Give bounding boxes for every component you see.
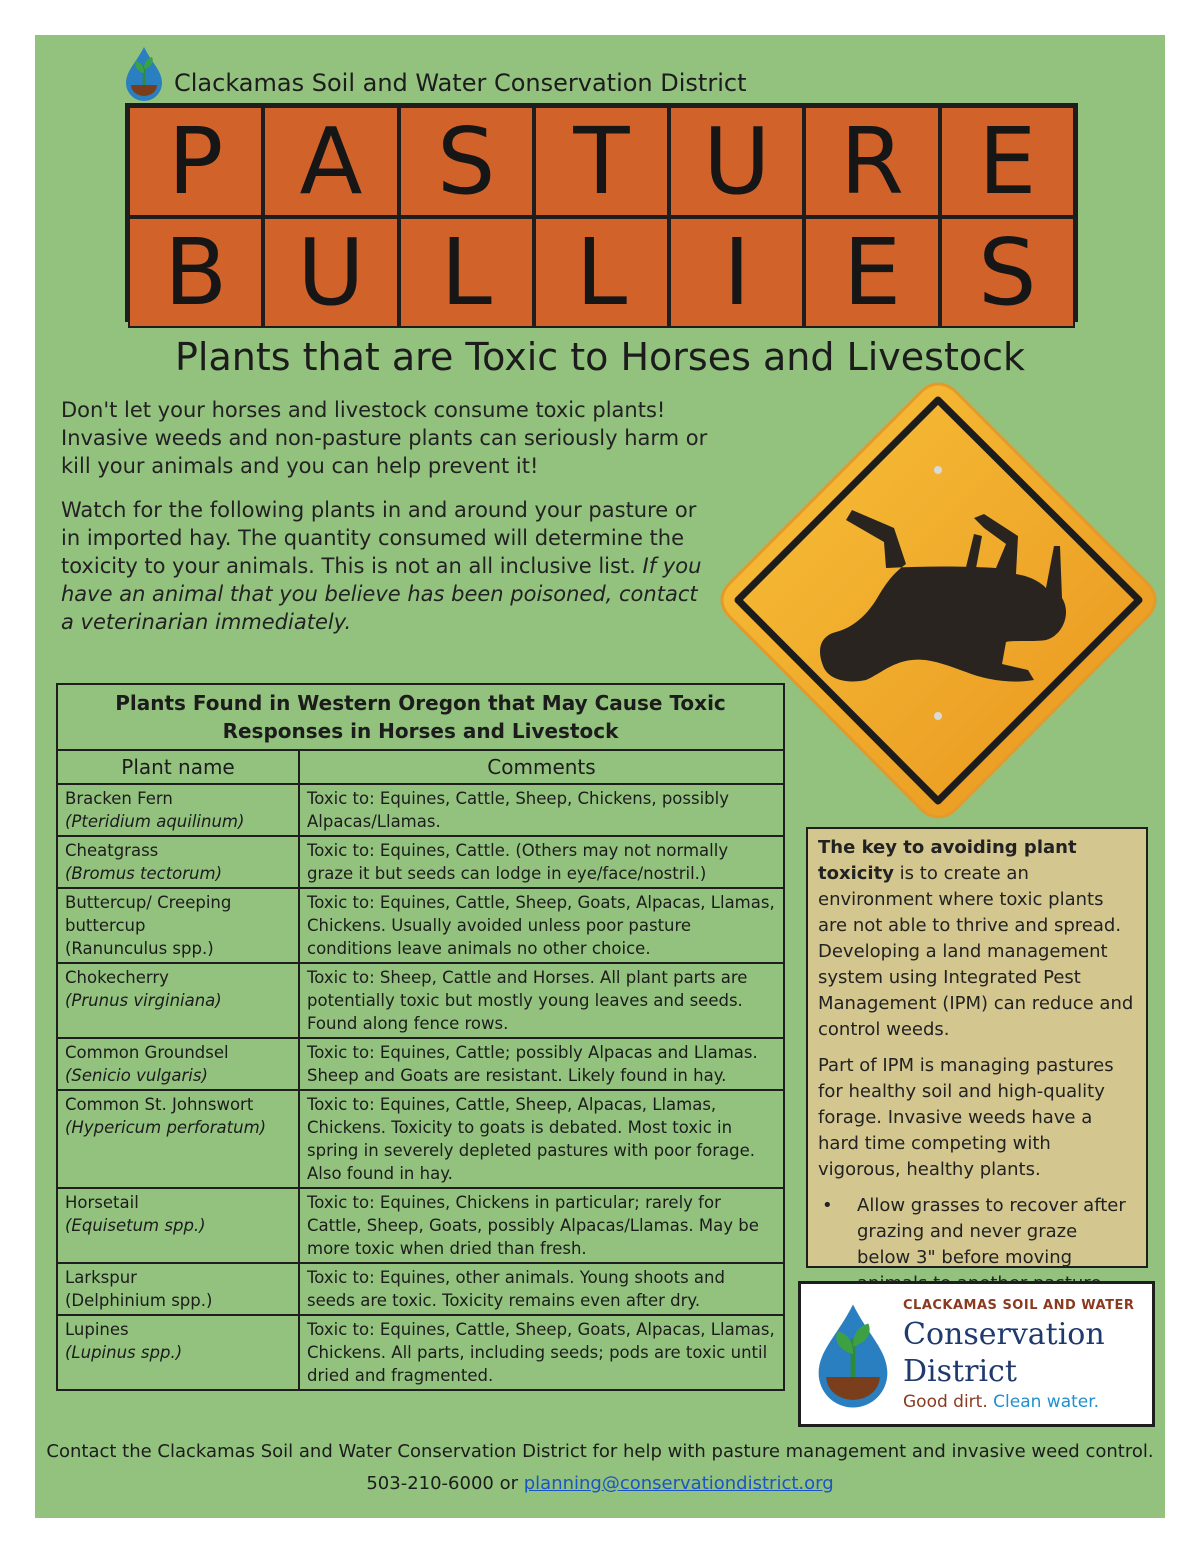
table-row xyxy=(57,888,784,963)
plant-common-name: Buttercup/ Creeping buttercup xyxy=(65,893,232,935)
table-row xyxy=(57,1090,784,1188)
ipm-lead: The key to avoiding plant toxicity xyxy=(818,837,1077,884)
plant-scientific-name: (Lupinus spp.) xyxy=(65,1343,183,1362)
plant-scientific-name: (Pteridium aquilinum) xyxy=(65,812,245,831)
org-header xyxy=(122,44,746,104)
footer-phone-email xyxy=(0,1473,1200,1494)
plant-common-name: Cheatgrass xyxy=(65,841,159,860)
title-letter: U xyxy=(669,106,804,217)
title-letter: L xyxy=(534,217,669,328)
title-letter: S xyxy=(399,106,534,217)
logo-line-2: Conservation xyxy=(903,1317,1105,1352)
title-letter: P xyxy=(128,106,263,217)
plant-scientific-name: (Ranunculus spp.) xyxy=(65,939,214,958)
water-drop-seedling-icon xyxy=(811,1298,895,1414)
conservation-district-logo xyxy=(798,1281,1155,1427)
plant-comment: Toxic to: Equines, Cattle, Sheep, Alpacas, Llamas, Chickens. Toxicity to goats is debated. Most toxic in spring in severely depleted pastures with poor forage. Also found in hay. xyxy=(299,1090,784,1188)
subtitle: Plants that are Toxic to Horses and Livestock xyxy=(175,335,1025,379)
plant-common-name: Common Groundsel xyxy=(65,1043,229,1062)
tagline-part-2: Clean water. xyxy=(993,1392,1100,1412)
intro-paragraph-2-text: Watch for the following plants in and around your pasture or in imported hay. The quantity consumed will determine the toxicity to your animals. This is not an all inclusive list. xyxy=(61,498,697,578)
logo-line-3: District xyxy=(903,1354,1017,1389)
table-row xyxy=(57,963,784,1038)
plant-common-name: Larkspur xyxy=(65,1268,137,1287)
logo-line-1: CLACKAMAS SOIL AND WATER xyxy=(903,1298,1135,1313)
ipm-paragraph-1 xyxy=(818,835,1136,1043)
plant-name-cell xyxy=(57,1263,299,1315)
plant-common-name: Common St. Johnswort xyxy=(65,1095,254,1114)
org-name: Clackamas Soil and Water Conservation District xyxy=(174,69,747,97)
plant-name-cell xyxy=(57,1188,299,1263)
plant-name-cell xyxy=(57,784,299,836)
plant-common-name: Lupines xyxy=(65,1320,129,1339)
plant-common-name: Horsetail xyxy=(65,1193,139,1212)
plant-scientific-name: (Senicio vulgaris) xyxy=(65,1066,208,1085)
ipm-paragraph-1-text: is to create an environment where toxic plants are not able to thrive and spread. Developing a land management system using Integrated Pest Management (IPM) can reduce and control weeds. xyxy=(818,863,1134,1040)
plant-name-cell xyxy=(57,963,299,1038)
plant-table xyxy=(56,683,785,1391)
plant-name-cell xyxy=(57,1315,299,1390)
plant-name-cell xyxy=(57,888,299,963)
plant-comment: Toxic to: Sheep, Cattle and Horses. All plant parts are potentially toxic but mostly young leaves and seeds. Found along fence rows. xyxy=(299,963,784,1038)
plant-name-cell xyxy=(57,1090,299,1188)
ipm-bullet-text: Allow grasses to recover after grazing and never graze below 3" before moving xyxy=(857,1195,1126,1268)
table-row xyxy=(57,1315,784,1390)
plant-comment: Toxic to: Equines, other animals. Young shoots and seeds are toxic. Toxicity remains even after dry. xyxy=(299,1263,784,1315)
tagline-part-1: Good dirt. xyxy=(903,1392,988,1412)
plant-comment: Toxic to: Equines, Cattle, Sheep, Chickens, possibly Alpacas/Llamas. xyxy=(299,784,784,836)
title-letter: B xyxy=(128,217,263,328)
title-letter: R xyxy=(804,106,939,217)
intro-paragraph-1: Don't let your horses and livestock consume toxic plants! Invasive weeds and non-pasture plants can seriously harm or kill your animals and you can help prevent it! xyxy=(61,398,708,478)
poison-warning: If you have an animal that you believe has been poisoned, contact a veterinarian immediately. xyxy=(61,554,702,634)
plant-scientific-name: (Equisetum spp.) xyxy=(65,1216,206,1235)
plant-scientific-name: (Hypericum perforatum) xyxy=(65,1118,267,1137)
title-letter: E xyxy=(804,217,939,328)
title-letter: I xyxy=(669,217,804,328)
plant-comment: Toxic to: Equines, Cattle; possibly Alpacas and Llamas. Sheep and Goats are resistant. Likely found in hay. xyxy=(299,1038,784,1090)
plant-scientific-name: (Bromus tectorum) xyxy=(65,864,223,883)
table-row xyxy=(57,1188,784,1263)
title-letter: A xyxy=(263,106,398,217)
table-row xyxy=(57,784,784,836)
bullet-icon: • xyxy=(822,1195,833,1216)
table-row xyxy=(57,1263,784,1315)
table-row xyxy=(57,1038,784,1090)
email-link[interactable]: planning@conservationdistrict.org xyxy=(523,1473,834,1494)
plant-name-cell xyxy=(57,836,299,888)
column-header-comments: Comments xyxy=(299,750,784,784)
plant-comment: Toxic to: Equines, Cattle, Sheep, Goats, Alpacas, Llamas, Chickens. All parts, including seeds; pods are toxic until dried and fragmented. xyxy=(299,1315,784,1390)
title-letter: T xyxy=(534,106,669,217)
title-letter: E xyxy=(940,106,1075,217)
plant-name-cell xyxy=(57,1038,299,1090)
intro-paragraph-2 xyxy=(61,496,711,636)
ipm-paragraph-2: Part of IPM is managing pastures for healthy soil and high-quality forage. Invasive weeds have a hard time competing with vigorous, healthy plants. xyxy=(818,1055,1114,1180)
plant-scientific-name: (Delphinium spp.) xyxy=(65,1291,213,1310)
plant-common-name: Bracken Fern xyxy=(65,789,173,808)
title-letter: U xyxy=(263,217,398,328)
title-tiles xyxy=(125,103,1078,326)
title-letter: S xyxy=(940,217,1075,328)
plant-comment: Toxic to: Equines, Chickens in particular; rarely for Cattle, Sheep, Goats, possibly Alpacas/Llamas. May be more toxic when dried than fresh. xyxy=(299,1188,784,1263)
plant-scientific-name: (Prunus virginiana) xyxy=(65,991,222,1010)
column-header-plant-name: Plant name xyxy=(57,750,299,784)
table-row xyxy=(57,836,784,888)
ipm-info-box xyxy=(806,827,1148,1268)
plant-comment: Toxic to: Equines, Cattle, Sheep, Goats, Alpacas, Llamas, Chickens. Usually avoided unless poor pasture conditions leave animals no other choice. xyxy=(299,888,784,963)
plant-comment: Toxic to: Equines, Cattle. (Others may not normally graze it but seeds can lodge in eye/face/nostril.) xyxy=(299,836,784,888)
title-letter: L xyxy=(399,217,534,328)
footer-contact: Contact the Clackamas Soil and Water Conservation District for help with pasture management and invasive weed control. xyxy=(46,1441,1154,1462)
table-caption: Plants Found in Western Oregon that May Cause Toxic Responses in Horses and Livestock xyxy=(57,684,784,750)
logo-tagline xyxy=(903,1392,1099,1412)
water-drop-seedling-icon xyxy=(122,45,166,103)
plant-common-name: Chokecherry xyxy=(65,968,169,987)
footer-phone: 503-210-6000 or xyxy=(366,1473,518,1494)
